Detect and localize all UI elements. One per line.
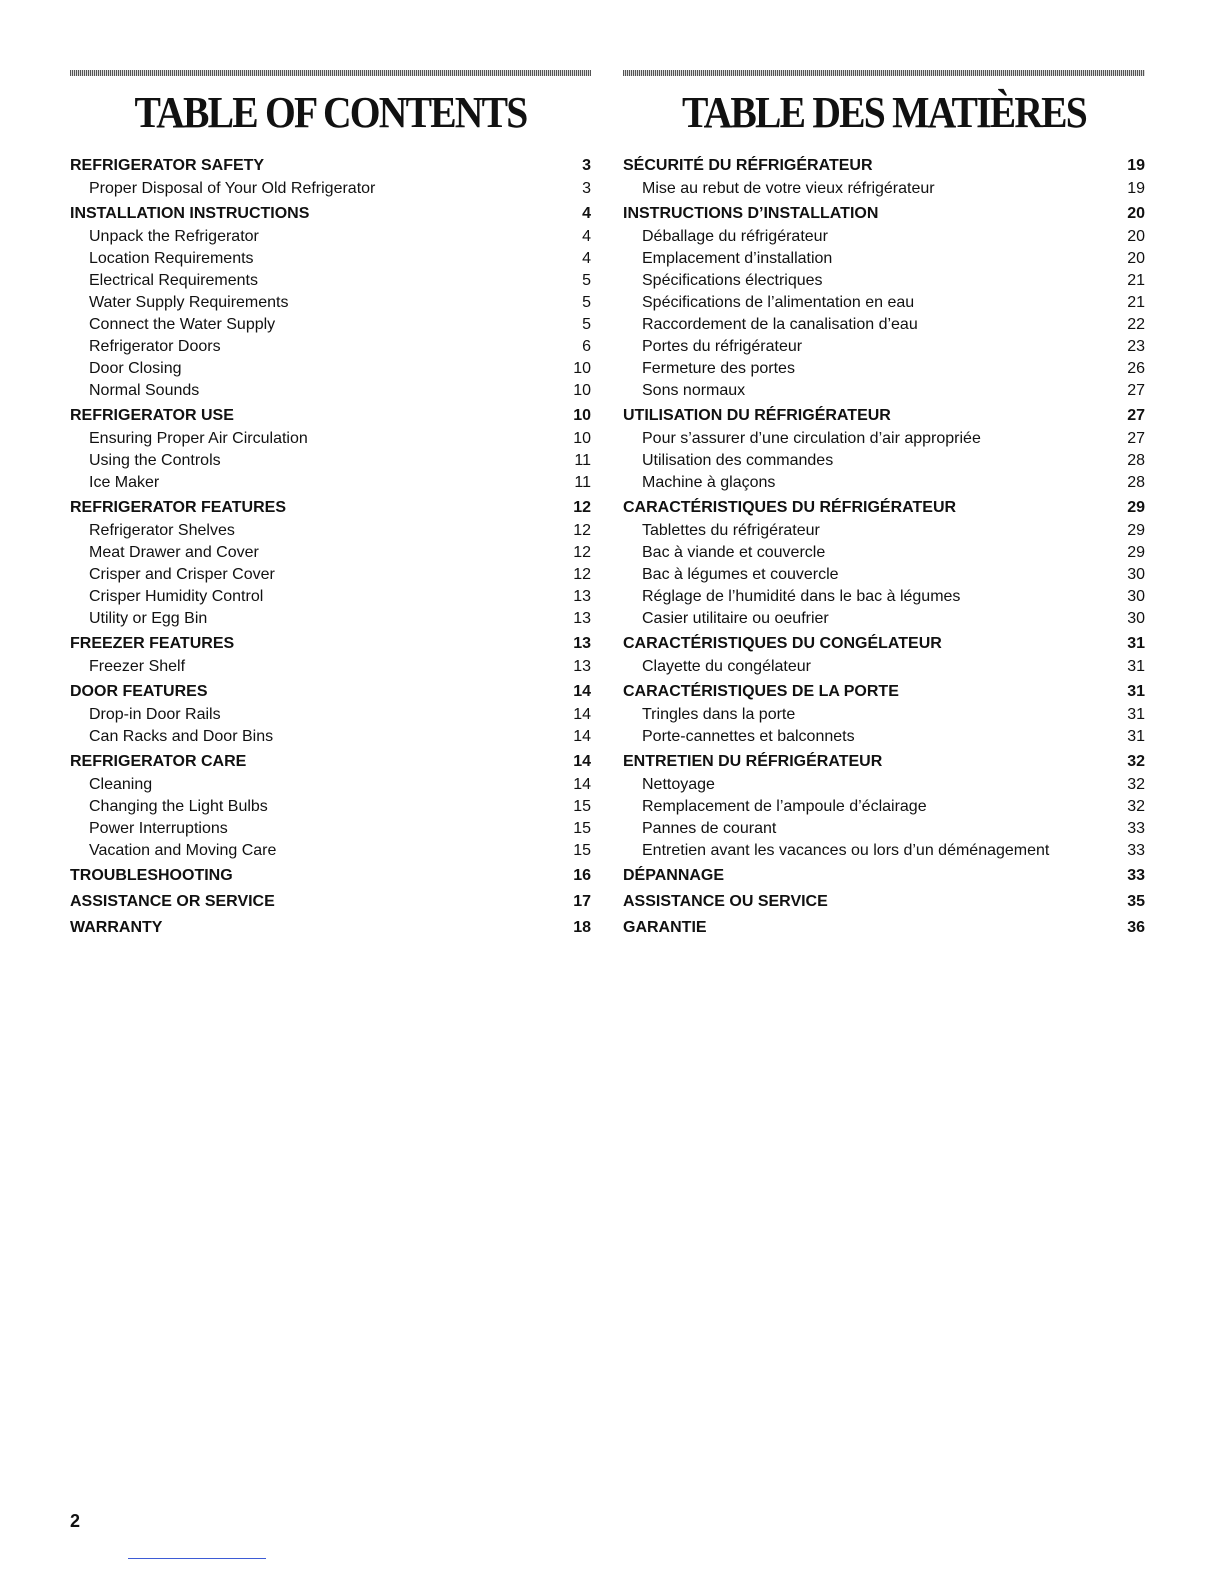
toc-french-heading: TABLE DES MATIÈRES xyxy=(681,88,1087,137)
dot-leader xyxy=(229,826,572,840)
toc-entry-title: DÉPANNAGE xyxy=(623,867,725,884)
dot-leader xyxy=(725,874,1126,888)
toc-section-entry xyxy=(70,750,591,774)
toc-section-entry xyxy=(70,890,591,914)
toc-subsection-entry xyxy=(70,656,591,678)
toc-subsection-entry xyxy=(70,586,591,608)
toc-entry-title: Power Interruptions xyxy=(89,820,228,837)
toc-entry-page: 10 xyxy=(573,430,591,447)
toc-entry-page: 4 xyxy=(582,250,591,267)
header-rule xyxy=(70,70,591,76)
toc-entry-title: Ensuring Proper Air Circulation xyxy=(89,430,308,447)
dot-leader xyxy=(264,594,572,608)
toc-entry-page: 31 xyxy=(1127,706,1145,723)
footer-rule xyxy=(128,1558,266,1559)
dot-leader xyxy=(777,826,1126,840)
toc-entry-title: Refrigerator Shelves xyxy=(89,522,235,539)
toc-entry-title: Using the Controls xyxy=(89,452,221,469)
toc-entry-page: 15 xyxy=(573,798,591,815)
toc-french-column xyxy=(623,70,1145,940)
dot-leader xyxy=(309,436,572,450)
toc-entry-page: 12 xyxy=(573,522,591,539)
toc-entry-page: 21 xyxy=(1127,294,1145,311)
dot-leader xyxy=(260,550,572,564)
toc-entry-page: 31 xyxy=(1127,658,1145,675)
toc-entry-page: 21 xyxy=(1127,272,1145,289)
dot-leader xyxy=(803,344,1126,358)
dot-leader xyxy=(919,322,1126,336)
toc-entry-title: REFRIGERATOR USE xyxy=(70,407,234,424)
dot-leader xyxy=(961,594,1126,608)
toc-section-entry xyxy=(70,154,591,178)
toc-entry-title: Casier utilitaire ou oeufrier xyxy=(642,610,829,627)
toc-entry-title: INSTRUCTIONS D’INSTALLATION xyxy=(623,205,879,222)
toc-subsection-entry xyxy=(70,796,591,818)
toc-entry-page: 26 xyxy=(1127,360,1145,377)
dot-leader xyxy=(222,344,581,358)
dot-leader xyxy=(222,458,574,472)
toc-subsection-entry xyxy=(70,774,591,796)
dot-leader xyxy=(776,480,1126,494)
toc-entry-title: Bac à viande et couvercle xyxy=(642,544,826,561)
toc-entry-title: REFRIGERATOR FEATURES xyxy=(70,499,287,516)
toc-entry-title: CARACTÉRISTIQUES DU CONGÉLATEUR xyxy=(623,635,942,652)
toc-subsection-entry xyxy=(623,450,1145,472)
toc-entry-page: 12 xyxy=(573,544,591,561)
toc-entry-title: Ice Maker xyxy=(89,474,160,491)
toc-subsection-entry xyxy=(623,248,1145,270)
toc-subsection-entry xyxy=(70,226,591,248)
dot-leader xyxy=(829,900,1126,914)
toc-entry-title: Changing the Light Bulbs xyxy=(89,798,268,815)
toc-entry-title: GARANTIE xyxy=(623,919,707,936)
toc-entry-title: ASSISTANCE OR SERVICE xyxy=(70,893,275,910)
dot-leader xyxy=(247,760,572,774)
toc-entry-title: Portes du réfrigérateur xyxy=(642,338,803,355)
toc-subsection-entry xyxy=(623,178,1145,200)
toc-section-entry xyxy=(70,864,591,888)
toc-section-entry xyxy=(623,496,1145,520)
toc-entry-title: Connect the Water Supply xyxy=(89,316,276,333)
toc-subsection-entry xyxy=(623,542,1145,564)
toc-entry-page: 12 xyxy=(573,566,591,583)
toc-entry-title: Sons normaux xyxy=(642,382,746,399)
dot-leader xyxy=(234,874,573,888)
toc-entry-title: INSTALLATION INSTRUCTIONS xyxy=(70,205,310,222)
toc-entry-title: Clayette du congélateur xyxy=(642,658,811,675)
toc-section-entry xyxy=(70,680,591,704)
toc-subsection-entry xyxy=(70,818,591,840)
toc-entry-page: 13 xyxy=(573,635,591,652)
dot-leader xyxy=(208,690,572,704)
dot-leader xyxy=(796,366,1126,380)
toc-entry-title: Emplacement d’installation xyxy=(642,250,833,267)
dot-leader xyxy=(182,366,572,380)
toc-entry-page: 3 xyxy=(582,157,591,174)
toc-entry-page: 11 xyxy=(574,474,591,491)
toc-subsection-entry xyxy=(623,358,1145,380)
dot-leader xyxy=(874,164,1127,178)
dot-leader xyxy=(163,926,572,940)
toc-entry-title: Déballage du réfrigérateur xyxy=(642,228,828,245)
toc-entry-title: Meat Drawer and Cover xyxy=(89,544,259,561)
toc-entry-page: 36 xyxy=(1127,919,1145,936)
toc-subsection-entry xyxy=(70,314,591,336)
dot-leader xyxy=(943,642,1126,656)
toc-subsection-entry xyxy=(70,178,591,200)
dot-leader xyxy=(834,458,1126,472)
dot-leader xyxy=(915,300,1126,314)
toc-entry-page: 27 xyxy=(1127,430,1145,447)
dot-leader xyxy=(830,616,1126,630)
dot-leader xyxy=(883,760,1126,774)
dot-leader xyxy=(821,528,1126,542)
toc-entry-title: Crisper and Crisper Cover xyxy=(89,566,275,583)
toc-subsection-entry xyxy=(70,704,591,726)
toc-subsection-entry xyxy=(70,428,591,450)
toc-entry-title: Utilisation des commandes xyxy=(642,452,834,469)
toc-entry-page: 33 xyxy=(1127,867,1145,884)
dot-leader xyxy=(957,506,1126,520)
dot-leader xyxy=(856,734,1127,748)
dot-leader xyxy=(892,414,1126,428)
toc-subsection-entry xyxy=(70,336,591,358)
toc-entry-title: Mise au rebut de votre vieux réfrigérateur xyxy=(642,180,935,197)
toc-section-entry xyxy=(623,632,1145,656)
toc-subsection-entry xyxy=(623,380,1145,402)
dot-leader xyxy=(290,300,582,314)
toc-entry-title: Spécifications de l’alimentation en eau xyxy=(642,294,915,311)
toc-entry-title: Machine à glaçons xyxy=(642,474,776,491)
toc-entry-title: Normal Sounds xyxy=(89,382,200,399)
toc-section-entry xyxy=(623,864,1145,888)
dot-leader xyxy=(824,278,1127,292)
toc-entry-title: UTILISATION DU RÉFRIGÉRATEUR xyxy=(623,407,891,424)
dot-leader xyxy=(708,926,1127,940)
toc-entry-title: Nettoyage xyxy=(642,776,715,793)
toc-entry-page: 13 xyxy=(573,610,591,627)
toc-entry-page: 5 xyxy=(582,272,591,289)
dot-leader xyxy=(376,186,581,200)
dot-leader xyxy=(274,734,572,748)
toc-entry-page: 10 xyxy=(573,382,591,399)
dot-leader xyxy=(236,528,572,542)
toc-subsection-entry xyxy=(623,292,1145,314)
toc-subsection-entry xyxy=(623,428,1145,450)
dot-leader xyxy=(200,388,572,402)
toc-entry-title: Can Racks and Door Bins xyxy=(89,728,274,745)
toc-entry-title: Tringles dans la porte xyxy=(642,706,796,723)
toc-section-entry xyxy=(623,680,1145,704)
toc-entry-page: 28 xyxy=(1127,452,1145,469)
toc-entry-page: 31 xyxy=(1127,635,1145,652)
dot-leader xyxy=(259,278,581,292)
toc-subsection-entry xyxy=(623,774,1145,796)
toc-entry-page: 14 xyxy=(573,776,591,793)
dot-leader xyxy=(276,900,572,914)
dot-leader xyxy=(982,436,1126,450)
toc-subsection-entry xyxy=(623,336,1145,358)
toc-entry-title: WARRANTY xyxy=(70,919,163,936)
toc-section-entry xyxy=(623,154,1145,178)
toc-entry-page: 31 xyxy=(1127,728,1145,745)
dot-leader xyxy=(716,782,1126,796)
toc-subsection-entry xyxy=(623,796,1145,818)
toc-entry-title: Pannes de courant xyxy=(642,820,777,837)
dot-leader xyxy=(1050,848,1126,862)
dot-leader xyxy=(900,690,1126,704)
toc-subsection-entry xyxy=(70,608,591,630)
dot-leader xyxy=(310,212,581,226)
toc-entry-title: Fermeture des portes xyxy=(642,360,795,377)
dot-leader xyxy=(222,712,573,726)
page-number: 2 xyxy=(70,1511,81,1531)
toc-entry-page: 29 xyxy=(1127,499,1145,516)
dot-leader xyxy=(746,388,1126,402)
toc-entry-title: ASSISTANCE OU SERVICE xyxy=(623,893,828,910)
toc-entry-page: 15 xyxy=(573,820,591,837)
toc-entry-page: 33 xyxy=(1127,842,1145,859)
toc-entry-title: Unpack the Refrigerator xyxy=(89,228,259,245)
toc-entry-page: 20 xyxy=(1127,205,1145,222)
toc-subsection-entry xyxy=(623,704,1145,726)
toc-entry-page: 32 xyxy=(1127,776,1145,793)
toc-subsection-entry xyxy=(623,520,1145,542)
toc-entry-title: Crisper Humidity Control xyxy=(89,588,264,605)
toc-entry-title: REFRIGERATOR CARE xyxy=(70,753,247,770)
toc-entry-page: 14 xyxy=(573,706,591,723)
toc-section-entry xyxy=(70,496,591,520)
toc-entry-page: 27 xyxy=(1127,382,1145,399)
dot-leader xyxy=(269,804,572,818)
toc-entry-page: 13 xyxy=(573,588,591,605)
toc-entry-title: DOOR FEATURES xyxy=(70,683,208,700)
toc-entry-page: 33 xyxy=(1127,820,1145,837)
toc-entry-title: Spécifications électriques xyxy=(642,272,823,289)
toc-subsection-entry xyxy=(70,840,591,862)
toc-section-entry xyxy=(623,750,1145,774)
toc-entry-title: Raccordement de la canalisation d’eau xyxy=(642,316,918,333)
dot-leader xyxy=(235,642,572,656)
toc-entry-title: Utility or Egg Bin xyxy=(89,610,208,627)
toc-entry-page: 5 xyxy=(582,316,591,333)
toc-entry-page: 30 xyxy=(1127,588,1145,605)
toc-section-entry xyxy=(623,890,1145,914)
toc-section-entry xyxy=(70,632,591,656)
toc-entry-page: 5 xyxy=(582,294,591,311)
toc-entry-page: 27 xyxy=(1127,407,1145,424)
toc-entry-page: 15 xyxy=(573,842,591,859)
dot-leader xyxy=(287,506,572,520)
toc-subsection-entry xyxy=(70,450,591,472)
toc-entry-page: 3 xyxy=(582,180,591,197)
toc-entry-page: 32 xyxy=(1127,753,1145,770)
toc-subsection-entry xyxy=(623,656,1145,678)
toc-entry-title: Bac à légumes et couvercle xyxy=(642,566,839,583)
toc-entry-page: 11 xyxy=(574,452,591,469)
toc-entry-page: 10 xyxy=(573,407,591,424)
toc-entry-title: Vacation and Moving Care xyxy=(89,842,277,859)
toc-entry-title: REFRIGERATOR SAFETY xyxy=(70,157,265,174)
toc-entry-page: 31 xyxy=(1127,683,1145,700)
toc-entry-title: TROUBLESHOOTING xyxy=(70,867,233,884)
toc-subsection-entry xyxy=(623,818,1145,840)
toc-entry-page: 32 xyxy=(1127,798,1145,815)
toc-subsection-entry xyxy=(70,358,591,380)
toc-section-entry xyxy=(70,916,591,940)
toc-entry-title: CARACTÉRISTIQUES DE LA PORTE xyxy=(623,683,899,700)
toc-entry-title: Drop-in Door Rails xyxy=(89,706,221,723)
toc-subsection-entry xyxy=(70,292,591,314)
toc-entry-page: 14 xyxy=(573,683,591,700)
toc-english-heading: TABLE OF CONTENTS xyxy=(134,88,527,137)
toc-subsection-entry xyxy=(70,726,591,748)
dot-leader xyxy=(265,164,581,178)
toc-entry-page: 4 xyxy=(582,228,591,245)
toc-entry-page: 35 xyxy=(1127,893,1145,910)
dot-leader xyxy=(796,712,1126,726)
toc-english-list xyxy=(70,154,591,940)
toc-entry-page: 4 xyxy=(582,205,591,222)
toc-section-entry xyxy=(623,202,1145,226)
dot-leader xyxy=(260,234,581,248)
dot-leader xyxy=(829,234,1126,248)
toc-subsection-entry xyxy=(70,520,591,542)
toc-subsection-entry xyxy=(623,564,1145,586)
toc-entry-page: 30 xyxy=(1127,610,1145,627)
toc-subsection-entry xyxy=(70,564,591,586)
dot-leader xyxy=(208,616,572,630)
toc-entry-title: CARACTÉRISTIQUES DU RÉFRIGÉRATEUR xyxy=(623,499,957,516)
dot-leader xyxy=(153,782,572,796)
toc-subsection-entry xyxy=(70,248,591,270)
toc-entry-title: Remplacement de l’ampoule d’éclairage xyxy=(642,798,927,815)
toc-section-entry xyxy=(623,404,1145,428)
dot-leader xyxy=(255,256,582,270)
toc-entry-page: 6 xyxy=(582,338,591,355)
toc-entry-page: 16 xyxy=(573,867,591,884)
toc-entry-title: Pour s’assurer d’une circulation d’air appropriée xyxy=(642,430,981,447)
dot-leader xyxy=(186,664,572,678)
toc-entry-page: 18 xyxy=(573,919,591,936)
toc-entry-title: Door Closing xyxy=(89,360,182,377)
toc-entry-page: 29 xyxy=(1127,522,1145,539)
dot-leader xyxy=(276,322,581,336)
toc-entry-page: 19 xyxy=(1127,157,1145,174)
toc-entry-title: Porte-cannettes et balconnets xyxy=(642,728,855,745)
toc-entry-title: Freezer Shelf xyxy=(89,658,186,675)
toc-subsection-entry xyxy=(623,840,1145,862)
toc-entry-title: FREEZER FEATURES xyxy=(70,635,235,652)
dot-leader xyxy=(160,480,573,494)
toc-entry-title: Tablettes du réfrigérateur xyxy=(642,522,820,539)
toc-subsection-entry xyxy=(70,542,591,564)
toc-entry-page: 20 xyxy=(1127,228,1145,245)
toc-subsection-entry xyxy=(623,270,1145,292)
toc-subsection-entry xyxy=(623,226,1145,248)
dot-leader xyxy=(277,848,572,862)
toc-entry-page: 17 xyxy=(573,893,591,910)
dot-leader xyxy=(879,212,1126,226)
toc-subsection-entry xyxy=(70,270,591,292)
toc-english-column xyxy=(70,70,591,940)
toc-entry-title: Electrical Requirements xyxy=(89,272,258,289)
toc-section-entry xyxy=(623,916,1145,940)
toc-entry-page: 23 xyxy=(1127,338,1145,355)
toc-subsection-entry xyxy=(70,380,591,402)
dot-leader xyxy=(936,186,1127,200)
toc-entry-title: Proper Disposal of Your Old Refrigerator xyxy=(89,180,376,197)
toc-entry-page: 29 xyxy=(1127,544,1145,561)
dot-leader xyxy=(928,804,1127,818)
toc-entry-title: SÉCURITÉ DU RÉFRIGÉRATEUR xyxy=(623,157,873,174)
header-rule xyxy=(623,70,1145,76)
toc-entry-page: 10 xyxy=(573,360,591,377)
toc-entry-title: Cleaning xyxy=(89,776,153,793)
toc-french-list xyxy=(623,154,1145,940)
toc-entry-page: 13 xyxy=(573,658,591,675)
dot-leader xyxy=(833,256,1126,270)
toc-entry-title: Water Supply Requirements xyxy=(89,294,289,311)
toc-section-entry xyxy=(70,202,591,226)
toc-entry-title: Location Requirements xyxy=(89,250,254,267)
toc-section-entry xyxy=(70,404,591,428)
toc-subsection-entry xyxy=(623,586,1145,608)
dot-leader xyxy=(235,414,572,428)
toc-subsection-entry xyxy=(623,726,1145,748)
dot-leader xyxy=(276,572,572,586)
toc-entry-page: 22 xyxy=(1127,316,1145,333)
toc-entry-page: 12 xyxy=(573,499,591,516)
dot-leader xyxy=(812,664,1126,678)
toc-entry-title: Réglage de l’humidité dans le bac à légumes xyxy=(642,588,961,605)
toc-entry-page: 19 xyxy=(1127,180,1145,197)
toc-subsection-entry xyxy=(623,472,1145,494)
toc-entry-title: Entretien avant les vacances ou lors d’un déménagement xyxy=(642,842,1050,859)
toc-entry-page: 14 xyxy=(573,753,591,770)
toc-subsection-entry xyxy=(623,608,1145,630)
toc-entry-page: 20 xyxy=(1127,250,1145,267)
dot-leader xyxy=(826,550,1126,564)
dot-leader xyxy=(840,572,1127,586)
toc-entry-page: 14 xyxy=(573,728,591,745)
toc-entry-page: 28 xyxy=(1127,474,1145,491)
toc-subsection-entry xyxy=(70,472,591,494)
toc-entry-page: 30 xyxy=(1127,566,1145,583)
toc-entry-title: ENTRETIEN DU RÉFRIGÉRATEUR xyxy=(623,753,883,770)
toc-entry-title: Refrigerator Doors xyxy=(89,338,221,355)
toc-subsection-entry xyxy=(623,314,1145,336)
